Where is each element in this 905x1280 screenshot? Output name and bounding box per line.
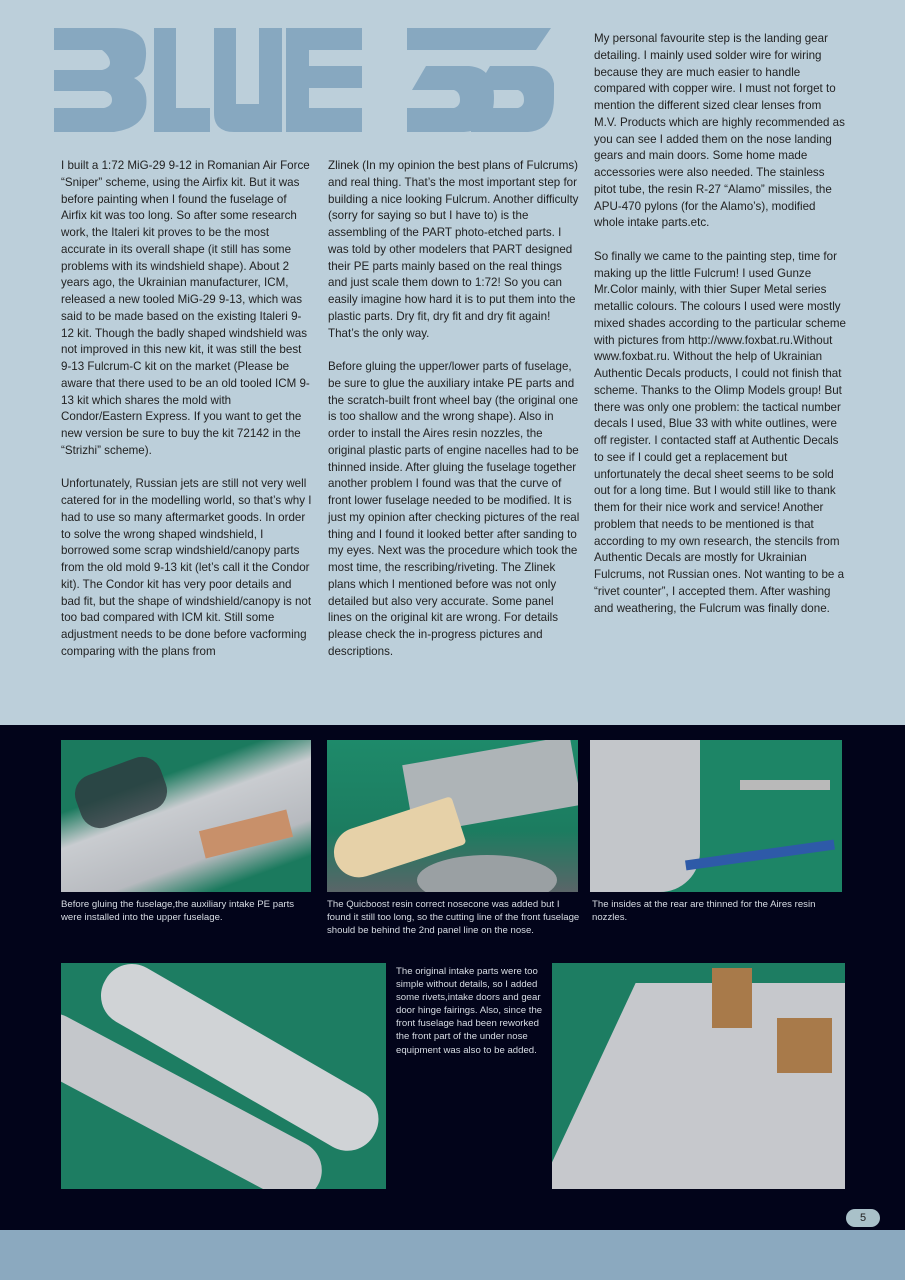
caption: The Quicboost resin correct nosecone was added but I found it still too long, so the cutting line of the front fuselage should be behind the 2nd panel line on the nose. [327, 899, 580, 936]
caption: Before gluing the fuselage,the auxiliary intake PE parts were installed into the upper fuselage. [61, 899, 295, 923]
photo-intake-parts [61, 963, 386, 1189]
photo-intake-pe-parts [61, 740, 311, 892]
title-logo [54, 28, 554, 132]
photo-nosecone [327, 740, 578, 892]
caption: The original intake parts were too simple without details, so I added some rivets,intake doors and gear door hinge fairings. Also, since the front fuselage had been reworked the front part of the under nose equipment was also to be added. [396, 966, 543, 1056]
article-column-3 [594, 31, 846, 634]
paragraph: Unfortunately, Russian jets are still not very well catered for in the modelling world, so that’s why I had to use so many aftermarket goods. In order to solve the wrong shaped windshield, I borrowed some scrap windshield/canopy parts from the old mold 9-13 kit (let’s call it the Condor kit). The Condor kit has very poor details and bad fit, but the shape of windshield/canopy is not too bad compared with ICM kit. Still some adjustment needs to be done before vacforming comparing with the plans from [61, 477, 312, 658]
paragraph: So finally we came to the painting step, time for making up the little Fulcrum! I used Gunze Mr.Color mainly, with thier Super Metal series metallic colours. The colours I used were mostly mixed shades according to the particular scheme with pictures from http://www.foxbat.ru.Without www.foxbat.ru. Without the help of Ukrainian Authentic Decals products, I could not finish that scheme. Thanks to the Olimp Models group! But there was only one problem: the tactical number decals I used, Blue 33 with white outlines, were off register. I contacted staff at Authentic Decals to see if I could get a replacement but unfortunately the decal sheet seems to be sold out for a long time. But I would still like to thank them for their nice work and service! Another problem that needs to be mentioned is that according to my own research, the stencils from Authentic Decals are mostly for Ukrainian Fulcrums, not Russian ones. Not wanting to be a “rivet counter”, I accepted them. After washing and weathering, the Fulcrum was finally done. [594, 249, 846, 615]
caption: The insides at the rear are thinned for the Aires resin nozzles. [592, 899, 816, 923]
paragraph: I built a 1:72 MiG-29 9-12 in Romanian Air Force “Sniper” scheme, using the Airfix kit. But it was before painting when I found the fuselage of Airfix kit was too long. So after some research work, the Italeri kit proves to be the most accurate in its overall shape (it still has some problems with its windshield shape). About 2 years ago, the Ukrainian manufacturer, ICM, released a new tooled MiG-29 9-13, which was said to be made based on the existing Italeri 9-12 kit. Though the badly shaped windshield was not improved in this new kit, it was still the best 9-13 Fulcrum-C kit on the market (Please be aware that there used to be an old tooled ICM 9-13 kit which shares the mold with Condor/Eastern Express. If you want to get the new version be sure to buy the kit 72142 in the “Strizhi” scheme). [61, 159, 310, 457]
photo-rear-nozzles [590, 740, 842, 892]
photo-front-fuselage [552, 963, 845, 1189]
page-number: 5 [846, 1209, 880, 1227]
article-column-2 [328, 158, 580, 677]
paragraph: Zlinek (In my opinion the best plans of Fulcrums) and real thing. That’s the most important step for building a nice looking Fulcrum. Another difficulty (sorry for saying so but I have to) is the assembling of the PART photo-etched parts. I was told by other modelers that PART designed their PE parts mainly based on the real things and just scale them down to 1:72! So you can easily imagine how hard it is to put them into the plastic parts. Dry fit, dry fit and dry fit again! That’s the only way. [328, 159, 579, 340]
article-column-1 [61, 158, 313, 677]
footer-band [0, 1230, 905, 1280]
paragraph: Before gluing the upper/lower parts of fuselage, be sure to glue the auxiliary intake PE parts and the scratch-built front wheel bay (the original one is too shallow and the wrong shape). Also in order to install the Aires resin nozzles, the original plastic parts of engine nacelles had to be thinned inside. After gluing the fuselage together another problem I found was that the curve of front lower fuselage needed to be modified. It is just my opinion after checking pictures of the real thing and I found it looked better after sanding to my eyes. Next was the procedure which took the most time, the rescribing/riveting. The Zlinek plans which I mentioned before was not only detailed but also very accurate. Some panel lines on the original kit are wrong. For details please check the in-progress pictures and descriptions. [328, 360, 580, 658]
paragraph: My personal favourite step is the landing gear detailing. I mainly used solder wire for wiring because they are much easier to handle compared with copper wire. I must not forget to mention the different sized clear lenses from M.V. Products which are highly recommended as you can see I added them on the nose landing gears and main doors. Some home made accessories were also needed. The stainless pitot tube, the resin R-27 “Alamo” missiles, the APU-470 pylons (for the Alamo’s), modified whole intake parts.etc. [594, 32, 845, 230]
